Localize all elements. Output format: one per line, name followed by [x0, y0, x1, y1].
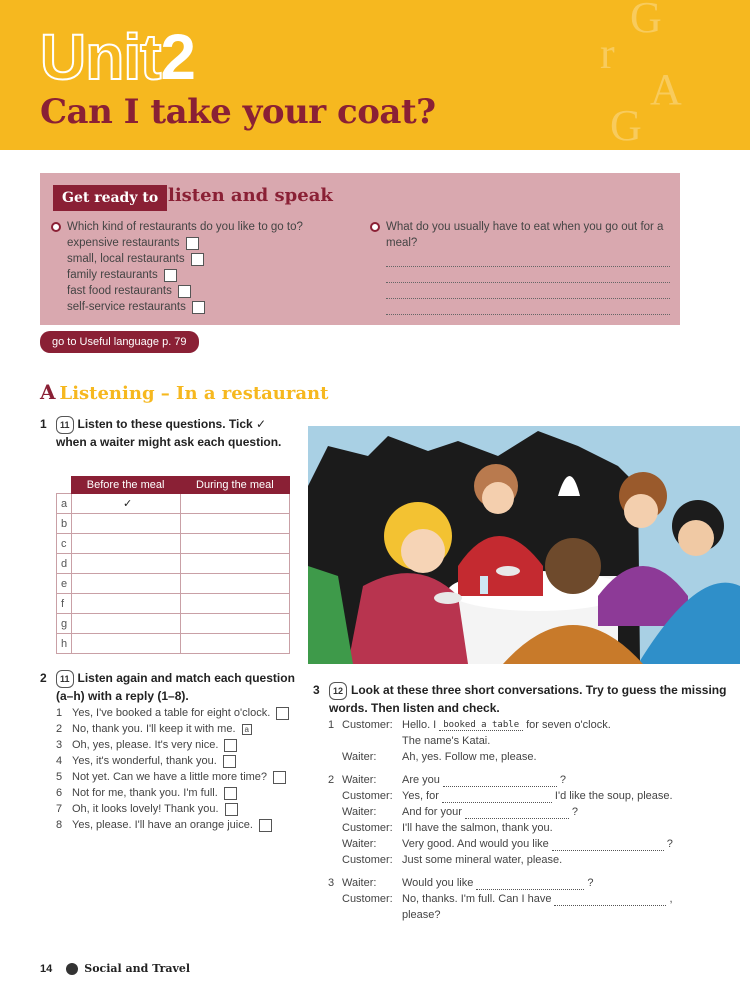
page-footer: [40, 962, 190, 975]
question-usual-meal: What do you usually have to eat when you go out for a meal?: [386, 221, 664, 249]
answer-line[interactable]: [386, 251, 670, 267]
answer-box[interactable]: [259, 819, 272, 832]
tick-cell[interactable]: [71, 614, 180, 634]
answer-line[interactable]: [386, 283, 670, 299]
exercise-3: [313, 682, 733, 716]
page-number: 14: [40, 962, 53, 975]
checkbox[interactable]: [191, 253, 204, 266]
tick-cell[interactable]: [180, 554, 289, 574]
unit-number: 2: [160, 21, 195, 93]
tick-cell[interactable]: [180, 514, 289, 534]
unit-word: Unit: [40, 21, 161, 93]
useful-language-link[interactable]: go to Useful language p. 79: [40, 331, 199, 353]
table-row: b: [57, 514, 290, 534]
meal-table: [56, 476, 290, 654]
blank-input[interactable]: [552, 838, 664, 851]
answer-line[interactable]: [386, 299, 670, 315]
get-ready-right-column: [386, 219, 672, 315]
tick-cell[interactable]: [71, 594, 180, 614]
exercise-number: 3: [313, 683, 320, 697]
filled-blank[interactable]: booked a table: [439, 720, 523, 731]
conversation-2: 2 Waiter: Are you ? Customer: Yes, for I'd like the soup, please. Waiter: And for your ? Customer: I'll have the salmon, thank you. Waiter: Very good. And would you like ? Customer: Just some mineral water, please.: [328, 774, 673, 866]
tick-cell[interactable]: [180, 574, 289, 594]
bullet-icon: [51, 222, 61, 232]
table-row: f: [57, 594, 290, 614]
exercise-number: 1: [40, 417, 47, 431]
tick-cell[interactable]: [180, 594, 289, 614]
table-header-row: [57, 477, 290, 494]
exercise-instructions: Listen to these questions. Tick ✓ when a waiter might ask each question.: [56, 417, 282, 449]
page-title: Can I take your coat?: [40, 92, 436, 132]
get-ready-heading: listen and speak: [168, 185, 333, 206]
option-item: small, local restaurants: [67, 251, 367, 267]
blank-input[interactable]: [465, 806, 569, 819]
table-row: g: [57, 614, 290, 634]
book-title: Social and Travel: [84, 962, 191, 975]
answer-box[interactable]: [276, 707, 289, 720]
book-logo-icon: [66, 963, 78, 975]
table-row: c: [57, 534, 290, 554]
restaurant-illustration: [308, 426, 740, 664]
exercise-1: [40, 416, 300, 450]
section-a-heading: [40, 380, 328, 404]
cd-track-icon: 12: [329, 682, 347, 700]
tick-cell[interactable]: [71, 554, 180, 574]
option-item: family restaurants: [67, 267, 367, 283]
tick-cell[interactable]: [180, 634, 289, 654]
cd-track-icon: 11: [56, 416, 74, 434]
tick-cell[interactable]: ✓: [71, 494, 180, 514]
exercise-instructions: Listen again and match each question (a–h) with a reply (1–8).: [56, 671, 295, 703]
bullet-icon: [370, 222, 380, 232]
checkbox[interactable]: [192, 301, 205, 314]
section-letter: A: [40, 380, 56, 404]
reply-list: [56, 705, 306, 833]
checkbox[interactable]: [164, 269, 177, 282]
answer-line[interactable]: [386, 267, 670, 283]
list-item: 5 Not yet. Can we have a little more time?: [56, 769, 306, 785]
tick-cell[interactable]: [71, 574, 180, 594]
list-item: 8 Yes, please. I'll have an orange juice.: [56, 817, 306, 833]
answer-box[interactable]: [224, 739, 237, 752]
header-letter-decoration: G r A G: [600, 0, 684, 150]
tick-cell[interactable]: [71, 634, 180, 654]
get-ready-box: [40, 173, 680, 325]
cd-track-icon: 11: [56, 670, 74, 688]
answer-box[interactable]: [224, 787, 237, 800]
exercise-instructions: Look at these three short conversations. Try to guess the missing words. Then listen and check.: [329, 683, 727, 715]
get-ready-left-column: [67, 219, 367, 315]
table-row: a ✓: [57, 494, 290, 514]
blank-input[interactable]: [443, 774, 557, 787]
list-item: 3 Oh, yes, please. It's very nice.: [56, 737, 306, 753]
blank-input[interactable]: [554, 893, 666, 906]
tick-cell[interactable]: [71, 534, 180, 554]
tick-cell[interactable]: [71, 514, 180, 534]
exercise-2: [40, 670, 300, 704]
tick-cell[interactable]: [180, 534, 289, 554]
table-row: h: [57, 634, 290, 654]
blank-input[interactable]: [442, 790, 552, 803]
list-item: 7 Oh, it looks lovely! Thank you.: [56, 801, 306, 817]
answer-box[interactable]: [225, 803, 238, 816]
restaurant-scene-image: [308, 426, 740, 664]
question-restaurant-kind: Which kind of restaurants do you like to go to?: [67, 221, 303, 233]
checkbox[interactable]: [178, 285, 191, 298]
option-item: fast food restaurants: [67, 283, 367, 299]
list-item: 4 Yes, it's wonderful, thank you.: [56, 753, 306, 769]
list-item: 6 Not for me, thank you. I'm full.: [56, 785, 306, 801]
blank-input[interactable]: [476, 877, 584, 890]
option-item: expensive restaurants: [67, 235, 367, 251]
tick-cell[interactable]: [180, 494, 289, 514]
exercise-number: 2: [40, 671, 47, 685]
column-header: Before the meal: [71, 477, 180, 494]
unit-header: [0, 0, 750, 150]
conversation-3: 3 Waiter: Would you like ? Customer: No, thanks. I'm full. Can I have , please?: [328, 877, 673, 921]
option-item: self-service restaurants: [67, 299, 367, 315]
table-row: e: [57, 574, 290, 594]
list-item: 2 No, thank you. I'll keep it with me. a: [56, 721, 306, 737]
answer-box[interactable]: [223, 755, 236, 768]
section-title: Listening – In a restaurant: [59, 383, 329, 404]
answer-box[interactable]: [273, 771, 286, 784]
list-item: 1 Yes, I've booked a table for eight o'clock.: [56, 705, 306, 721]
table-row: d: [57, 554, 290, 574]
column-header: During the meal: [180, 477, 289, 494]
answer-box[interactable]: a: [242, 724, 252, 735]
unit-label: [40, 22, 195, 92]
restaurant-options: [67, 235, 367, 315]
checkbox[interactable]: [186, 237, 199, 250]
tick-cell[interactable]: [180, 614, 289, 634]
get-ready-tag: Get ready to: [53, 185, 167, 211]
conversation-1: 1 Customer: Hello. I booked a table for seven o'clock. The name's Katai. Waiter: Ah, yes. Follow me, please.: [328, 719, 611, 763]
